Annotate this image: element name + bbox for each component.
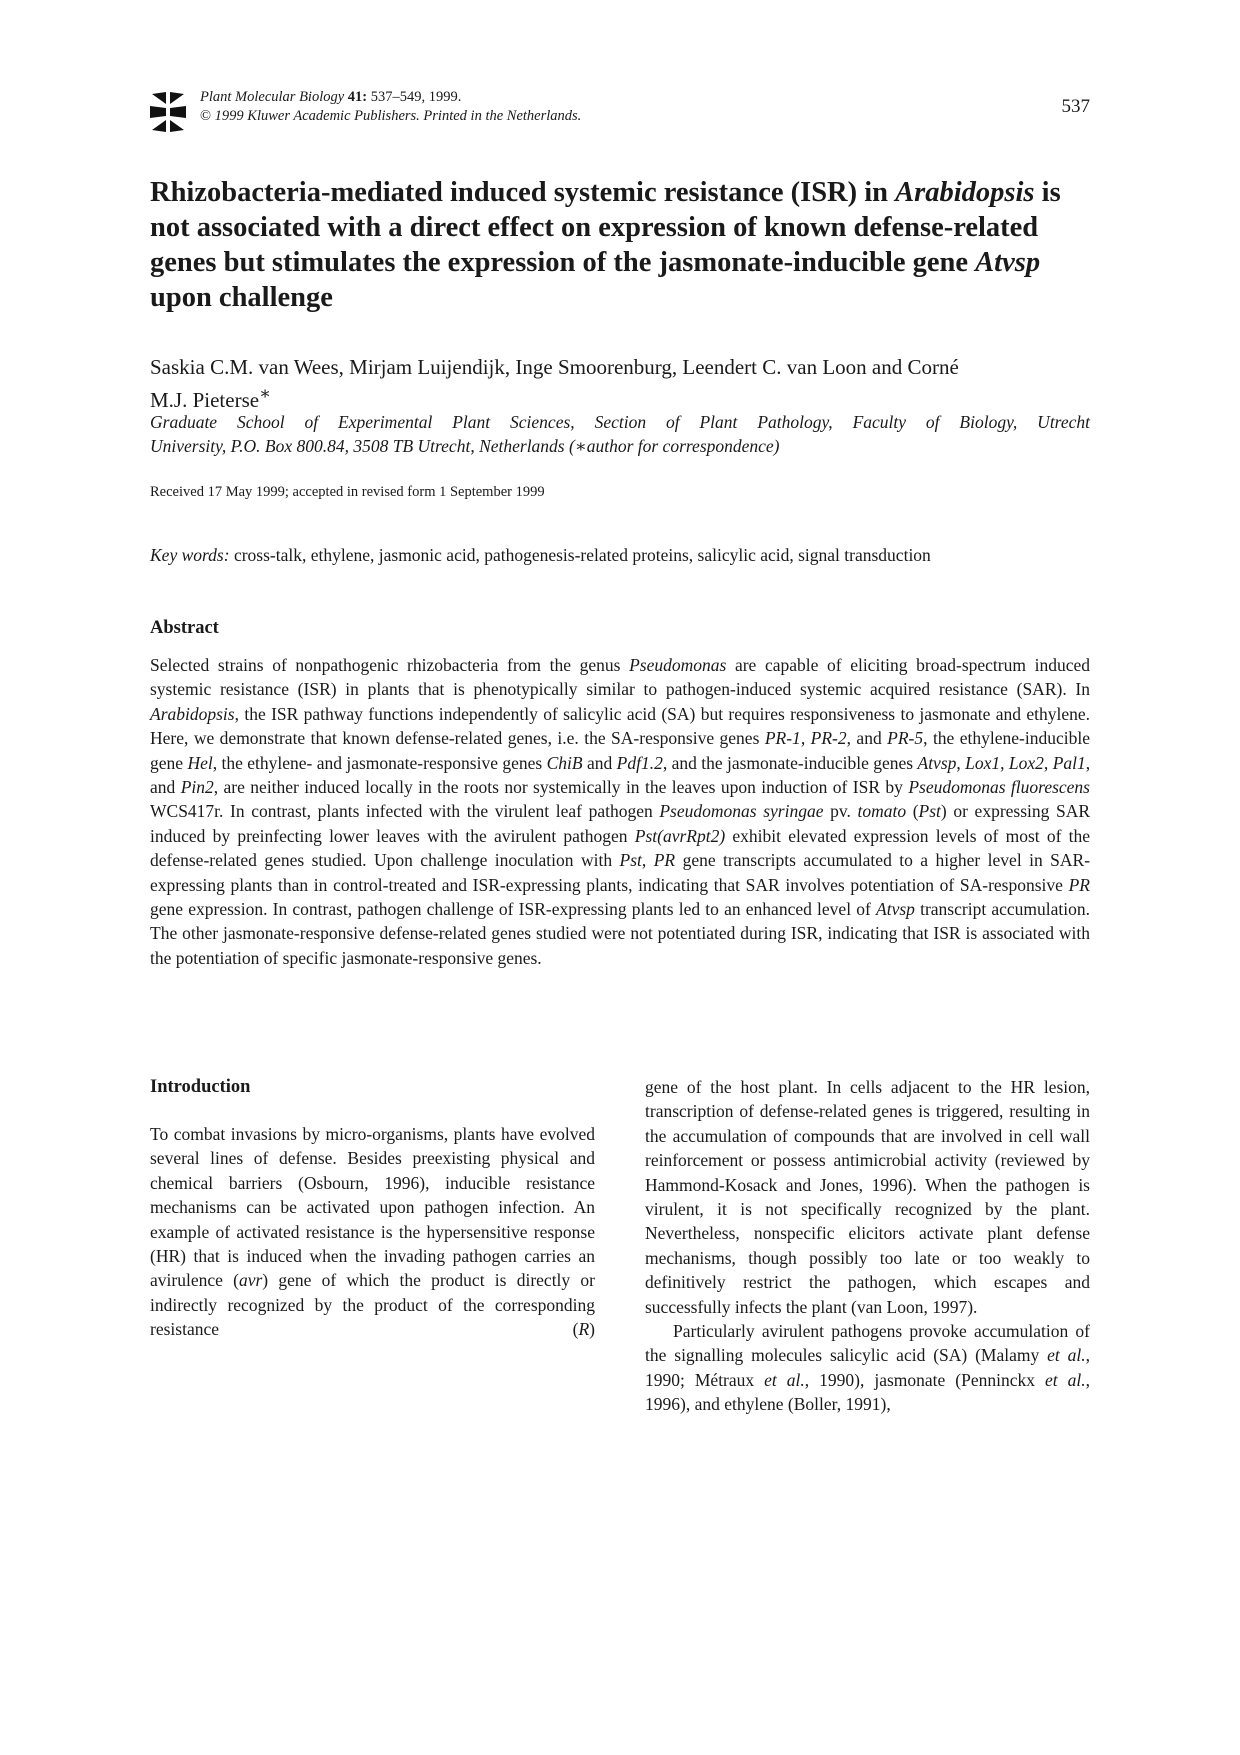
abstract-span: , and the jasmonate-inducible genes [662, 752, 914, 773]
page-number: 537 [1061, 96, 1090, 117]
abstract-italic: Arabidopsis [150, 703, 235, 724]
journal-line-1 [200, 88, 581, 107]
introduction-heading: Introduction [150, 1077, 251, 1097]
printed-note: Printed in the Netherlands. [423, 108, 582, 124]
intro-span: , 1990), jasmonate (Penninckx [804, 1369, 1036, 1390]
intro-span: , 1996), and ethylene (Boller, 1991), [645, 1369, 1091, 1415]
author-line-2 [150, 380, 1090, 413]
abstract-span: , [641, 850, 647, 871]
abstract-span: ( [912, 801, 919, 822]
abstract-span: , and [846, 728, 882, 749]
abstract-span: gene transcripts accumulated to a higher level in SAR-expressing plants than in control-treated and ISR-expressing plants, indicating that SAR involves potentiation of SA-responsive [150, 850, 1091, 895]
abstract-italic: PR [653, 850, 676, 871]
intro-italic: et al. [1045, 1369, 1086, 1390]
abstract-span: , [956, 752, 961, 773]
journal-pages: 537–549, 1999. [370, 89, 462, 105]
abstract-italic: Atvsp [917, 752, 957, 773]
intro-italic: R [578, 1319, 590, 1340]
abstract-span: , [1043, 752, 1049, 773]
abstract-italic: Pst [918, 801, 941, 822]
keywords [150, 545, 1090, 566]
paper-title [150, 175, 1100, 315]
abstract-span: gene expression. In contrast, pathogen challenge of ISR-expressing plants led to an enhanced level of [150, 899, 871, 920]
title-text: is not associated with a direct effect on expression of known defense-related genes but stimulates the expression of the jasmonate-inducible gene [150, 177, 1061, 278]
introduction-paragraph-1 [150, 1122, 595, 1342]
intro-span: ) [589, 1319, 595, 1340]
abstract-italic: ChiB [546, 752, 583, 773]
abstract-italic: Pseudomonas fluorescens [908, 777, 1090, 798]
abstract-italic: Lox1 [965, 752, 1001, 773]
abstract-span: , [800, 728, 806, 749]
abstract-span: exhibit elevated expression levels of most of the defense-related genes studied. Upon challenge inoculation with [150, 825, 1091, 871]
introduction-paragraph-2 [645, 1319, 1090, 1417]
abstract-italic: Pseudomonas [629, 655, 727, 675]
abstract-italic: Pal1 [1052, 752, 1086, 773]
abstract-span: , [1000, 752, 1005, 773]
author-list [150, 354, 1090, 413]
intro-span: ) gene of which the product is directly or indirectly recognized by the product of the corresponding resistance ( [150, 1270, 595, 1340]
abstract-span: , the ethylene- and jasmonate-responsive genes [212, 752, 543, 773]
introduction-column-left [150, 1075, 595, 1342]
affiliation-line-2: University, P.O. Box 800.84, 3508 TB Utrecht, Netherlands (∗author for correspondence) [150, 436, 780, 456]
journal-line-2 [200, 107, 581, 126]
affiliation [150, 410, 1090, 458]
abstract-italic: Pseudomonas syringae [659, 801, 824, 822]
journal-header [150, 86, 1090, 136]
publisher-logo-icon [150, 90, 186, 134]
abstract-italic: Pst(avrRpt2) [634, 825, 726, 846]
abstract-italic: Pst [619, 850, 642, 871]
abstract-italic: Lox2 [1008, 752, 1044, 773]
received-dates: Received 17 May 1999; accepted in revised form 1 September 1999 [150, 484, 545, 500]
abstract-span: are capable of eliciting broad-spectrum induced systemic resistance (ISR) in plants that is phenotypically similar to pathogen-induced systemic acquired resistance (SAR). In [150, 655, 1090, 700]
intro-italic: avr [238, 1270, 263, 1291]
abstract-italic: Hel [187, 752, 213, 773]
abstract-span: WCS417r. In contrast, plants infected with the virulent leaf pathogen [150, 801, 653, 822]
introduction-paragraph-1-continued [645, 1075, 1090, 1319]
abstract-italic: PR [1068, 874, 1090, 895]
abstract-heading: Abstract [150, 618, 219, 638]
abstract-span: pv. [830, 801, 851, 822]
abstract-span: , are neither induced locally in the roots nor systemically in the leaves upon induction of ISR by [213, 777, 903, 798]
affiliation-line-1: Graduate School of Experimental Plant Sciences, Section of Plant Pathology, Faculty of Biology, Utrecht [150, 412, 1090, 432]
abstract-italic: PR-1 [764, 728, 801, 749]
intro-italic: et al. [764, 1369, 805, 1390]
copyright-text: 1999 Kluwer Academic Publishers. [214, 108, 420, 124]
abstract-span: , and [150, 752, 1091, 798]
keywords-text: cross-talk, ethylene, jasmonic acid, pathogenesis-related proteins, salicylic acid, signal transduction [233, 545, 931, 565]
title-italic: Arabidopsis [895, 177, 1035, 208]
corresponding-author-mark: ∗ [259, 383, 271, 403]
abstract-italic: Atvsp [876, 899, 915, 920]
intro-span: , 1990; Métraux [645, 1345, 1091, 1390]
abstract-italic: PR-5 [887, 728, 924, 749]
intro-span: gene of the host plant. In cells adjacent to the HR lesion, transcription of defense-related genes is triggered, resulting in the accumulation of compounds that are involved in cell wall reinforcement or possess antimicrobial activity (reviewed by Hammond-Kosack and Jones, 1996). When the pathogen is virulent, it is not specifically recognized by the plant. Nevertheless, nonspecific elicitors activate plant defense mechanisms, though possibly too late or too weakly to definitively restrict the pathogen, which escapes and successfully infects the plant (van Loon, 1997). [645, 1077, 1090, 1317]
author-name: M.J. Pieterse [150, 388, 260, 412]
journal-volume: 41: [347, 89, 368, 105]
introduction-column-right [645, 1075, 1090, 1417]
abstract-span: , the ethylene-inducible gene [150, 728, 1090, 773]
intro-span: Particularly avirulent pathogens provoke accumulation of the signalling molecules salicylic acid (SA) (Malamy [645, 1321, 1090, 1366]
copyright-symbol: © [200, 108, 212, 124]
journal-citation [200, 88, 581, 126]
abstract-span: and [586, 752, 613, 773]
abstract-span: ) or expressing SAR induced by preinfecting lower leaves with the avirulent pathogen [150, 801, 1091, 846]
intro-italic: et al. [1047, 1345, 1086, 1366]
keywords-label: Key words: [150, 545, 230, 565]
abstract-italic: Pin2 [180, 777, 214, 798]
intro-span: To combat invasions by micro-organisms, plants have evolved several lines of defense. Besides preexisting physical and chemical barriers (Osbourn, 1996), inducible resistance mechanisms can be activated upon pathogen infection. An example of activated resistance is the hypersensitive response (HR) that is induced when the invading pathogen carries an avirulence ( [150, 1124, 595, 1291]
abstract-text [150, 653, 1090, 970]
abstract-italic: Pdf1.2 [616, 752, 663, 773]
abstract-span: Selected strains of nonpathogenic rhizobacteria from the genus [150, 655, 621, 675]
abstract-italic: tomato [857, 801, 907, 822]
abstract-italic: PR-2 [810, 728, 847, 749]
title-text: upon challenge [150, 282, 333, 313]
abstract-span: transcript accumulation. The other jasmonate-responsive defense-related genes studied were not potentiated during ISR, indicating that ISR is associated with the potentiation of specific jasmonate-responsive genes. [150, 899, 1091, 968]
author-line-1: Saskia C.M. van Wees, Mirjam Luijendijk, Inge Smoorenburg, Leendert C. van Loon and Corné [150, 355, 959, 379]
abstract-span: , the ISR pathway functions independently of salicylic acid (SA) but requires responsiveness to jasmonate and ethylene. Here, we demonstrate that known defense-related genes, i.e. the SA-responsive genes [150, 703, 1090, 749]
journal-name: Plant Molecular Biology [200, 89, 345, 105]
title-italic: Atvsp [975, 247, 1041, 278]
title-text: Rhizobacteria-mediated induced systemic resistance (ISR) in [150, 177, 889, 208]
